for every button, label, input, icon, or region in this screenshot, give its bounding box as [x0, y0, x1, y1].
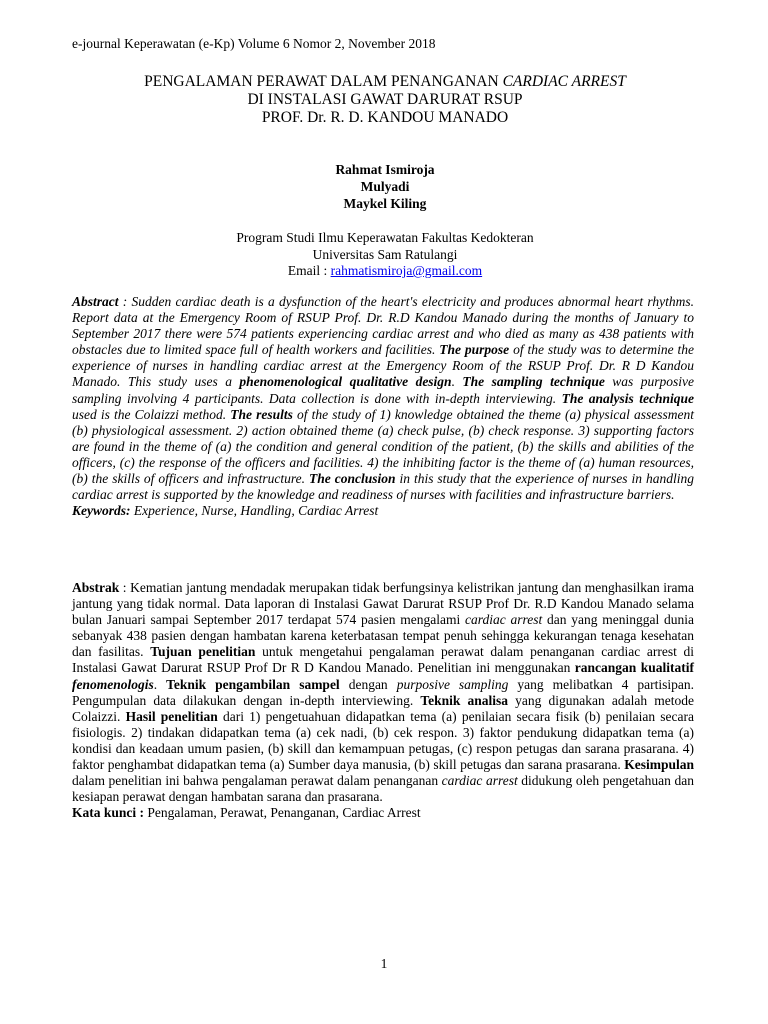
abstract-text-6: of the study of 1) knowledge obtained the theme (a) physical assessment (b) physiological assessment. 2) action obtained theme (a) check pulse, (b) check response. 3) supporting factors are found in the theme of (a) the condition and general condition of the patient, (b) the skills and abilities of the officers, (c) the response of the officers and facilities. 4) the inhibiting factor is the theme of (a) human resources, (b) the skills of officers and infrastructure. — [72, 406, 694, 487]
teknik-sampel-label: Teknik pengambilan sampel — [166, 676, 340, 692]
keywords-label: Keywords: — [72, 503, 131, 519]
tujuan-label: Tujuan penelitian — [150, 644, 256, 660]
conclusion-label: The conclusion — [308, 471, 396, 487]
abstract-text-1: : Sudden cardiac death is a dysfunction of the heart's electricity and produces abnormal heart rhythms. Report data at the Emergency Room of RSUP Prof. Dr. R.D Kandou Manado during the months of January to September 2017 there were 574 patients experiencing cardiac arrest and who died as many as 438 patients with obstacles due to limited space full of health workers and facilities. — [72, 294, 694, 358]
title-line-1-text: PENGALAMAN PERAWAT DALAM PENANGANAN — [144, 73, 503, 90]
keywords-text: Experience, Nurse, Handling, Cardiac Arrest — [130, 503, 379, 519]
affiliation — [72, 230, 698, 280]
abstract-text-2: of the study was to determine the experience of nurses in handling cardiac arrest at the Emergency Room of the RSUP Prof. Dr. R D Kandou Manado. This study uses a — [72, 342, 694, 390]
author-list — [72, 161, 698, 212]
title-line-3: PROF. Dr. R. D. KANDOU MANADO — [261, 109, 509, 126]
affiliation-email-line — [72, 263, 698, 280]
abstrak-label: Abstrak — [72, 580, 120, 595]
abstrak-italic-cardiac-arrest-2: cardiac arrest — [441, 773, 518, 789]
page-number: 1 — [380, 956, 388, 971]
purpose-label: The purpose — [439, 342, 510, 358]
affiliation-program: Program Studi Ilmu Keperawatan Fakultas Kedokteran — [236, 230, 534, 245]
rancangan-label: rancangan kualitatif — [574, 660, 694, 676]
author-2: Mulyadi — [360, 179, 410, 194]
sampling-label: The sampling technique — [462, 374, 605, 390]
keywords-indonesian — [72, 805, 694, 821]
title-line-1-italic: CARDIAC ARREST — [502, 73, 626, 90]
title-line-1 — [72, 73, 698, 91]
kesimpulan-label: Kesimpulan — [624, 757, 694, 773]
fenomenologis-label: fenomenologis — [72, 676, 154, 692]
hasil-label: Hasil penelitian — [125, 708, 218, 724]
abstract-label: Abstract — [72, 294, 119, 309]
journal-header: e-journal Keperawatan (e-Kp) Volume 6 Nomor 2, November 2018 — [72, 36, 436, 51]
abstrak-text-1: : Kematian jantung mendadak merupakan tidak berfungsinya kelistrikan jantung dan menghasilkan irama jantung yang tidak normal. Data laporan di Instalasi Gawat Darurat RSUP Prof Dr. R.D Kandou Manado selama bulan Januari sampai September 2017 terdapat 574 pasien mengalami — [72, 580, 694, 628]
abstrak-text-3: untuk mengetahui pengalaman perawat dalam penanganan cardiac arrest di Instalasi Gawat Darurat RSUP Prof Dr R D Kandou Manado. Penelitian ini menggunakan — [72, 644, 695, 676]
abstract-english-body — [72, 294, 694, 503]
abstract-text-7: in this study that the experience of nurses in handling cardiac arrest is supported by the knowledge and readiness of nurses with facilities and infrastructure barriers. — [72, 471, 695, 503]
author-1: Rahmat Ismiroja — [335, 162, 435, 177]
email-label: Email : — [287, 263, 331, 278]
abstrak-text-9: dalam penelitian ini bahwa pengalaman perawat dalam penanganan — [72, 773, 442, 789]
abstrak-text-4: . — [153, 676, 167, 692]
abstrak-text-5: dengan — [339, 676, 397, 692]
abstract-indonesian — [72, 580, 694, 821]
abstract-text-5: used is the Colaizzi method. — [72, 406, 231, 422]
kata-kunci-label: Kata kunci : — [72, 805, 145, 821]
abstract-text-3: . — [451, 374, 463, 390]
abstrak-italic-purposive: purposive sampling — [396, 676, 509, 692]
keywords-english — [72, 503, 694, 519]
abstract-english — [72, 294, 694, 519]
paper-title — [72, 73, 698, 127]
abstrak-text-7: yang digunakan adalah metode Colaizzi. — [72, 692, 694, 724]
abstract-indonesian-body — [72, 580, 694, 805]
abstrak-text-2: dan yang meninggal dunia sebanyak 438 pasien dengan hambatan karena keterbatasan tempat penuh sehingga kekurangan tenaga kesehatan dan fasilitas. — [72, 612, 695, 660]
teknik-analisa-label: Teknik analisa — [420, 692, 509, 708]
abstrak-text-6: yang melibatkan 4 partisipan. Pengumpulan data dilakukan dengan in-depth interviewing. — [72, 676, 695, 708]
abstrak-italic-cardiac-arrest-1: cardiac arrest — [464, 612, 543, 628]
affiliation-university: Universitas Sam Ratulangi — [312, 246, 458, 262]
email-link[interactable]: rahmatismiroja@gmail.com — [330, 263, 483, 278]
abstrak-text-10: didukung oleh pengetahuan dan kesiapan perawat dengan hambatan sarana dan prasarana. — [72, 773, 694, 805]
design-label: phenomenological qualitative design — [239, 374, 452, 390]
abstract-text-4: was purposive sampling involving 4 participants. Data collection is done with in-depth interviewing. — [72, 374, 695, 406]
results-label: The results — [230, 406, 293, 422]
analysis-label: The analysis technique — [561, 390, 694, 406]
author-3: Maykel Kiling — [343, 196, 427, 211]
title-line-2: DI INSTALASI GAWAT DARURAT RSUP — [247, 91, 523, 108]
abstrak-text-8: dari 1) pengetuahuan didapatkan tema (a) penilaian secara fisik (b) penilaian secara fisiologis. 2) tindakan didapatkan tema (a) cek nadi, (b) cek respon. 3) faktor pendukung didapatkan tema (a) kondisi dan keadaan umum pasien, (b) skill dan kemampuan petugas, (c) respon petugas dan sarana prasarana. 4) faktor penghambat didapatkan tema (a) Sumber daya manusia, (b) skill petugas dan sarana prasarana. — [72, 708, 694, 773]
kata-kunci-text: Pengalaman, Perawat, Penanganan, Cardiac Arrest — [144, 805, 421, 821]
